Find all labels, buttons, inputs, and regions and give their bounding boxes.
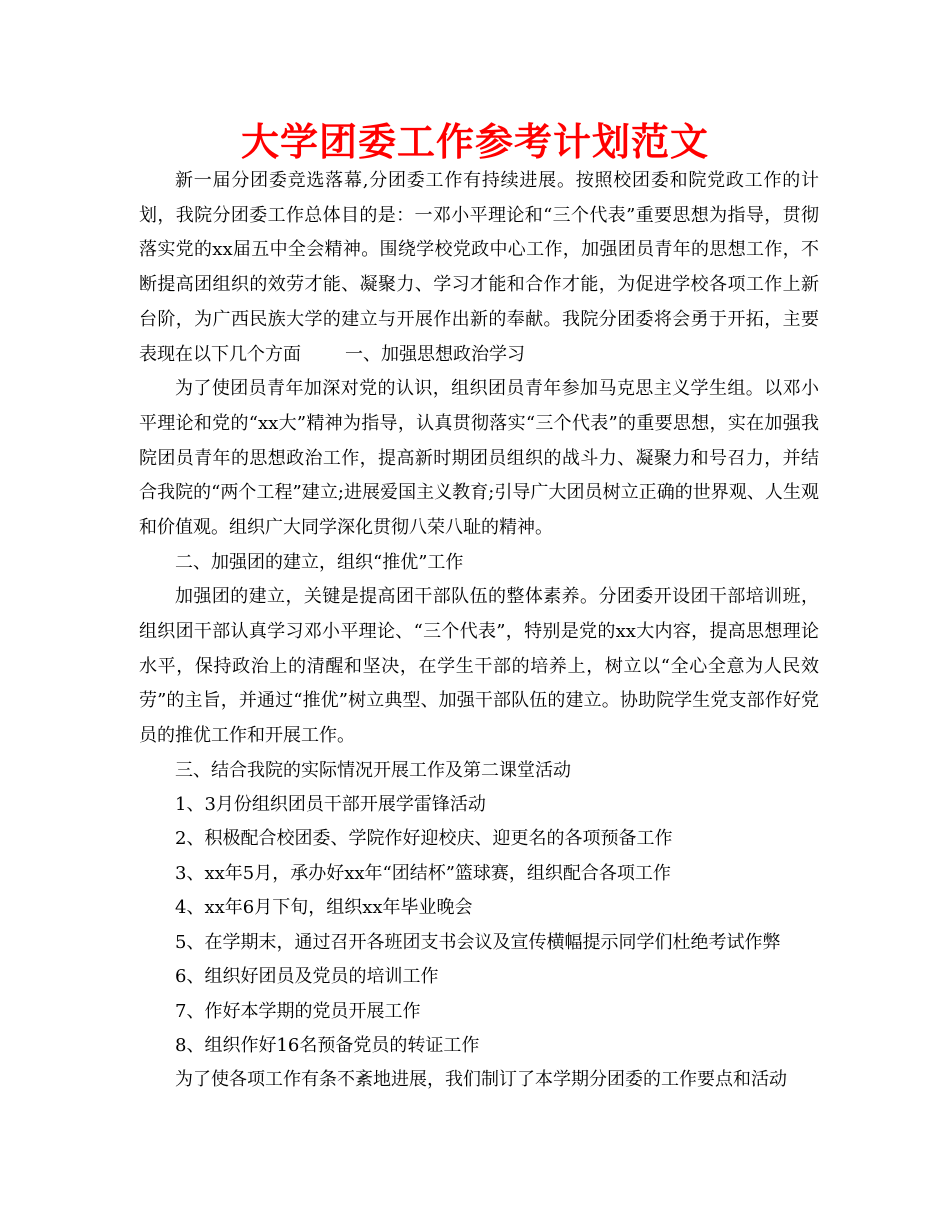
document-title: 大学团委工作参考计划范文	[240, 120, 709, 164]
section2-heading: 二、加强团的建立，组织“推优”工作	[175, 551, 464, 573]
list-item: 2、积极配合校团委、学院作好迎校庆、迎更名的各项预备工作	[175, 828, 673, 850]
section2-paragraph: 加强团的建立，关键是提高团干部队伍的整体素养。分团委开设团干部培训班，组织团干部认真学习邓小平理论、“三个代表”，特别是党的xx大内容，提高思想理论水平，保持政治上的清醒和坚决，在学生干部的培养上，树立以“全心全意为人民效劳”的主旨，并通过“推优”树立典型、加强干部队伍的建立。协助院学生党支部作好党员的推优工作和开展工作。	[139, 586, 819, 746]
list-item: 1、3月份组织团员干部开展学雷锋活动	[175, 794, 486, 816]
intro-paragraph	[139, 164, 819, 372]
section1-paragraph: 为了使团员青年加深对党的认识，组织团员青年参加马克思主义学生组。以邓小平理论和党的“xx大”精神为指导，认真贯彻落实“三个代表”的重要思想，实在加强我院团员青年的思想政治工作，提高新时期团员组织的战斗力、凝聚力和号召力，并结合我院的“两个工程”建立;进展爱国主义教育;引导广大团员树立正确的世界观、人生观和价值观。组织广大同学深化贯彻八荣八耻的精神。	[139, 378, 819, 539]
list-item: 7、作好本学期的党员开展工作	[175, 1000, 421, 1022]
closing-paragraph: 为了使各项工作有条不紊地进展，我们制订了本学期分团委的工作要点和活动	[175, 1069, 787, 1091]
section1-heading: 一、加强思想政治学习	[345, 343, 525, 365]
list-item: 8、组织作好16名预备党员的转证工作	[175, 1034, 480, 1056]
list-item: 6、组织好团员及党员的培训工作	[175, 966, 439, 988]
list-item: 4、xx年6月下旬，组织xx年毕业晚会	[175, 897, 473, 919]
document-body	[139, 164, 819, 1098]
section3-heading: 三、结合我院的实际情况开展工作及第二课堂活动	[175, 759, 571, 781]
list-item: 5、在学期末，通过召开各班团支书会议及宣传横幅提示同学们杜绝考试作弊	[175, 931, 781, 953]
intro-text: 新一届分团委竞选落幕,分团委工作有持续进展。按照校团委和院党政工作的计划，我院分团委工作总体目的是：一邓小平理论和“三个代表”重要思想为指导，贯彻落实党的xx届五中全会精神。围绕学校党政中心工作，加强团员青年的思想工作，不断提高团组织的效劳才能、凝聚力、学习才能和合作才能，为促进学校各项工作上新台阶，为广西民族大学的建立与开展作出新的奉献。我院分团委将会勇于开拓，主要表现在以下几个方面	[139, 170, 819, 365]
list-item: 3、xx年5月，承办好xx年“团结杯”篮球赛，组织配合各项工作	[175, 862, 671, 884]
